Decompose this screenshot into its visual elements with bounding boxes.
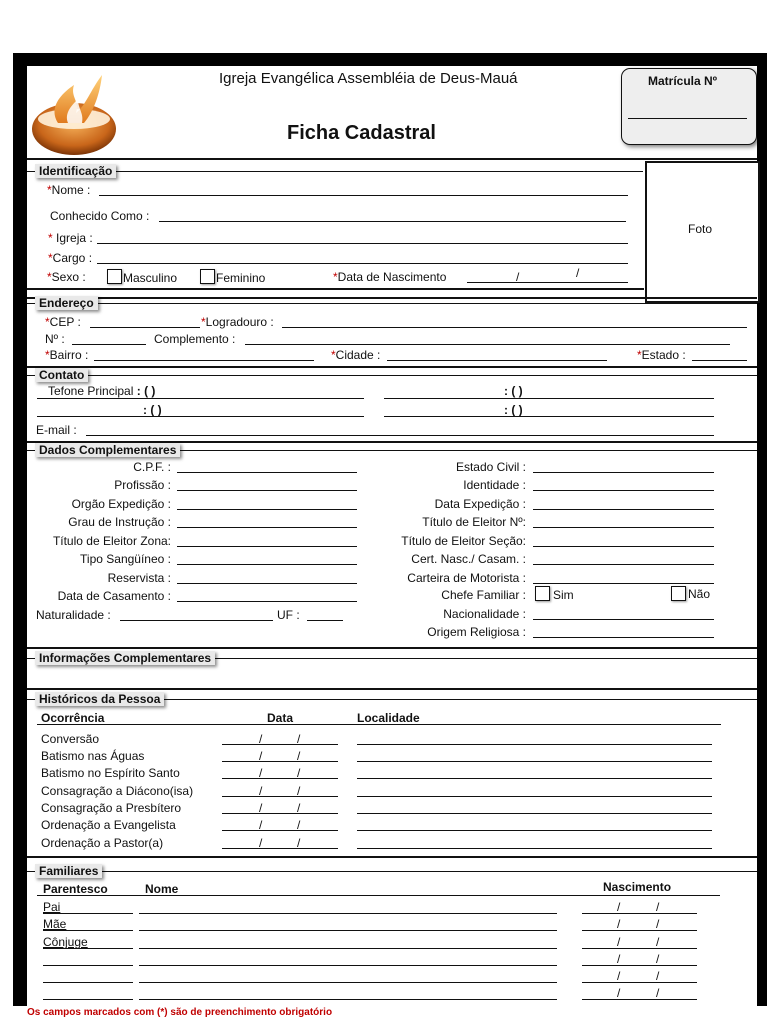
phone-mask: : ( ) [504,403,523,417]
historico-date-field[interactable] [222,848,338,849]
historico-localidade-field[interactable] [357,761,712,762]
date-slash: / [656,900,660,914]
familiar-nascimento-field[interactable] [582,999,697,1000]
familiar-nome-field[interactable] [139,999,557,1000]
telefone-principal-field[interactable] [37,398,364,399]
dados-left-label: Título de Eleitor Zona: [52,534,171,548]
familiar-parentesco: Mãe [43,917,67,931]
historico-date-field[interactable] [222,796,338,797]
cargo-field[interactable] [97,263,628,264]
dados-left-label: Tipo Sangüíneo : [80,552,171,566]
matricula-label: Matrícula Nº [648,74,718,88]
dados-left-label: Orgão Expedição : [71,497,171,511]
familiar-nascimento-field[interactable] [582,930,697,931]
date-slash: / [259,784,263,798]
date-slash: / [297,818,301,832]
date-slash: / [297,732,301,746]
feminino-label: Feminino [216,271,266,285]
familiar-parentesco-field[interactable] [43,930,133,931]
email-field[interactable] [86,435,714,436]
logradouro-label: *Logradouro : [201,315,274,329]
section-endereco: Endereço [35,296,98,310]
cidade-label: *Cidade : [331,348,381,362]
historico-row-label: Ordenação a Evangelista [41,818,176,832]
historico-row-label: Batismo nas Águas [41,749,145,763]
page-title: Ficha Cadastral [287,122,436,144]
historico-date-field[interactable] [222,813,338,814]
col-data: Data [267,711,294,725]
date-slash: / [259,818,263,832]
date-slash: / [656,969,660,983]
dados-right-label: Chefe Familiar : [441,588,526,602]
sexo-label: *Sexo : [47,270,86,284]
complemento-field[interactable] [245,344,730,345]
section-divider [27,366,757,368]
dados-right-label: Carteira de Motorista : [407,571,526,585]
section-divider [27,688,757,690]
familiar-nascimento-field[interactable] [582,982,697,983]
nao-label: Não [688,587,711,601]
naturalidade-field[interactable] [120,620,273,621]
dados-right-field[interactable] [533,509,714,510]
col-nome: Nome [145,882,179,896]
date-slash: / [297,784,301,798]
date-slash: / [297,801,301,815]
historico-row-label: Ordenação a Pastor(a) [41,836,164,850]
date-slash: / [259,766,263,780]
uf-field[interactable] [307,620,343,621]
masculino-checkbox[interactable] [107,269,122,284]
dados-left-field[interactable] [177,564,357,565]
dados-left-field[interactable] [177,583,357,584]
conhecido-field[interactable] [159,221,626,222]
historico-localidade-field[interactable] [357,744,712,745]
familiar-nome-field[interactable] [139,982,557,983]
familiar-parentesco-field[interactable] [43,948,133,949]
dados-left-label: Reservista : [107,571,171,585]
telefone-field-2[interactable] [384,398,714,399]
nascimento-label: *Data de Nascimento [333,270,447,284]
date-slash: / [617,986,621,1000]
phone-mask: : ( ) [143,403,162,417]
historico-date-field[interactable] [222,830,338,831]
historico-date-field[interactable] [222,761,338,762]
bairro-label: *Bairro : [45,348,89,362]
section-divider [27,297,757,299]
historico-localidade-field[interactable] [357,813,712,814]
dados-right-label: Estado Civil : [455,460,526,474]
section-divider [27,647,757,649]
dados-right-field[interactable] [533,583,714,584]
familiar-parentesco: Pai [43,900,61,914]
date-slash: / [297,749,301,763]
dados-right-label: Título de Eleitor Seção: [401,534,526,548]
col-ocorrencia: Ocorrência [41,711,105,725]
familiar-nascimento-field[interactable] [582,965,697,966]
familiar-parentesco: Cônjuge [43,935,88,949]
numero-field[interactable] [72,344,146,345]
date-slash: / [617,900,621,914]
cargo-label: *Cargo : [48,251,93,265]
dados-right-field[interactable] [533,546,714,547]
dados-right-field[interactable] [533,527,714,528]
dados-left-field[interactable] [177,490,357,491]
contato-section-rule [27,375,757,376]
phone-mask: : ( ) [504,384,523,398]
dados-right-label: Título de Eleitor Nº: [422,515,526,529]
date-slash: / [656,986,660,1000]
dados-left-label: Grau de Instrução : [68,515,171,529]
feminino-checkbox[interactable] [200,269,215,284]
date-slash: / [617,969,621,983]
endereco-section-rule [27,303,757,304]
section-divider [27,856,757,858]
familiar-nome-field[interactable] [139,948,557,949]
dados-left-label: Data de Casamento : [57,589,171,603]
logradouro-field[interactable] [282,327,747,328]
section-familiares: Familiares [35,864,102,878]
cep-label: *CEP : [45,315,81,329]
dados-left-field[interactable] [177,472,357,473]
date-slash: / [656,935,660,949]
historico-localidade-field[interactable] [357,778,712,779]
date-slash: / [617,935,621,949]
cep-field[interactable] [90,327,200,328]
matricula-field[interactable] [628,118,747,119]
dados-right-field[interactable] [533,637,714,638]
nascimento-field[interactable] [467,282,628,283]
informacoes-field[interactable] [37,664,753,684]
familiar-parentesco-field[interactable] [43,999,133,1000]
dados-right-field[interactable] [533,564,714,565]
cidade-field[interactable] [387,360,607,361]
date-slash: / [656,917,660,931]
date-slash: / [297,836,301,850]
familiar-nome-field[interactable] [139,930,557,931]
historico-localidade-field[interactable] [357,796,712,797]
familiar-nome-field[interactable] [139,913,557,914]
conhecido-label: Conhecido Como : [50,209,150,223]
header-divider [27,158,757,160]
dados-right-field[interactable] [533,472,714,473]
historico-row-label: Consagração a Presbítero [41,801,182,815]
familiar-nascimento-field[interactable] [582,913,697,914]
sim-label: Sim [553,588,574,602]
historico-date-field[interactable] [222,744,338,745]
church-logo [28,67,124,159]
historico-localidade-field[interactable] [357,848,712,849]
required-note: Os campos marcados com (*) são de preenchimento obrigatório [27,1007,333,1018]
familiar-nome-field[interactable] [139,965,557,966]
email-label: E-mail : [36,423,77,437]
date-slash: / [516,270,520,284]
dados-left-label: C.P.F. : [133,460,171,474]
familiar-parentesco-field[interactable] [43,913,133,914]
familiar-parentesco-field[interactable] [43,982,133,983]
dados-left-field[interactable] [177,509,357,510]
date-slash: / [259,801,263,815]
complemento-label: Complemento : [154,332,236,346]
dados-right-label: Nacionalidade : [443,607,526,621]
section-dados-complementares: Dados Complementares [35,443,180,457]
dados-left-label: Profissão : [114,478,171,492]
section-historicos: Históricos da Pessoa [35,692,164,706]
numero-label: Nº : [45,332,65,346]
ident-section-rule [27,171,643,172]
section-identificacao: Identificação [35,164,116,178]
chefe-nao-checkbox[interactable] [671,586,686,601]
dados-right-label: Cert. Nasc./ Casam. : [411,552,526,566]
nome-label: *Nome : [47,183,91,197]
naturalidade-label: Naturalidade : [36,608,111,622]
dados-left-field[interactable] [177,527,357,528]
historico-row-label: Batismo no Espírito Santo [41,766,180,780]
historico-row-label: Conversão [41,732,100,746]
telefone-field-3[interactable] [37,416,364,417]
historico-localidade-field[interactable] [357,830,712,831]
uf-label: UF : [277,608,300,622]
telefone-label: Tefone Principal : ( ) [48,384,156,398]
date-slash: / [259,836,263,850]
dados-right-label: Data Expedição : [434,497,526,511]
dados-right-field[interactable] [533,619,714,620]
familiar-nascimento-field[interactable] [582,948,697,949]
date-slash: / [656,952,660,966]
date-slash: / [259,732,263,746]
col-parentesco: Parentesco [43,882,108,896]
dados-left-field[interactable] [177,601,357,602]
col-nascimento: Nascimento [603,880,672,894]
historico-date-field[interactable] [222,778,338,779]
dados-right-label: Identidade : [463,478,526,492]
date-slash: / [617,917,621,931]
col-localidade: Localidade [357,711,420,725]
date-slash: / [259,749,263,763]
dados-right-label: Origem Religiosa : [427,625,526,639]
dados-right-field[interactable] [533,490,714,491]
ident-bottom-rule [27,288,644,290]
chefe-sim-checkbox[interactable] [535,586,550,601]
igreja-field[interactable] [97,243,628,244]
historico-row-label: Consagração a Diácono(isa) [41,784,194,798]
section-informacoes-complementares: Informações Complementares [35,651,215,665]
igreja-label: * Igreja : [48,231,93,245]
estado-field[interactable] [692,360,747,361]
historico-header-rule [37,724,721,725]
familiares-header-rule [37,895,720,896]
date-slash: / [297,766,301,780]
section-contato: Contato [35,368,88,382]
dados-left-field[interactable] [177,546,357,547]
foto-label: Foto [688,222,713,236]
date-slash: / [576,266,580,280]
estado-label: *Estado : [637,348,686,362]
nome-field[interactable] [99,195,628,196]
bairro-field[interactable] [94,360,314,361]
church-name: Igreja Evangélica Assembléia de Deus-Mauá [219,70,518,87]
familiares-section-rule [27,871,757,872]
telefone-field-4[interactable] [384,416,714,417]
masculino-label: Masculino [123,271,178,285]
familiar-parentesco-field[interactable] [43,965,133,966]
date-slash: / [617,952,621,966]
